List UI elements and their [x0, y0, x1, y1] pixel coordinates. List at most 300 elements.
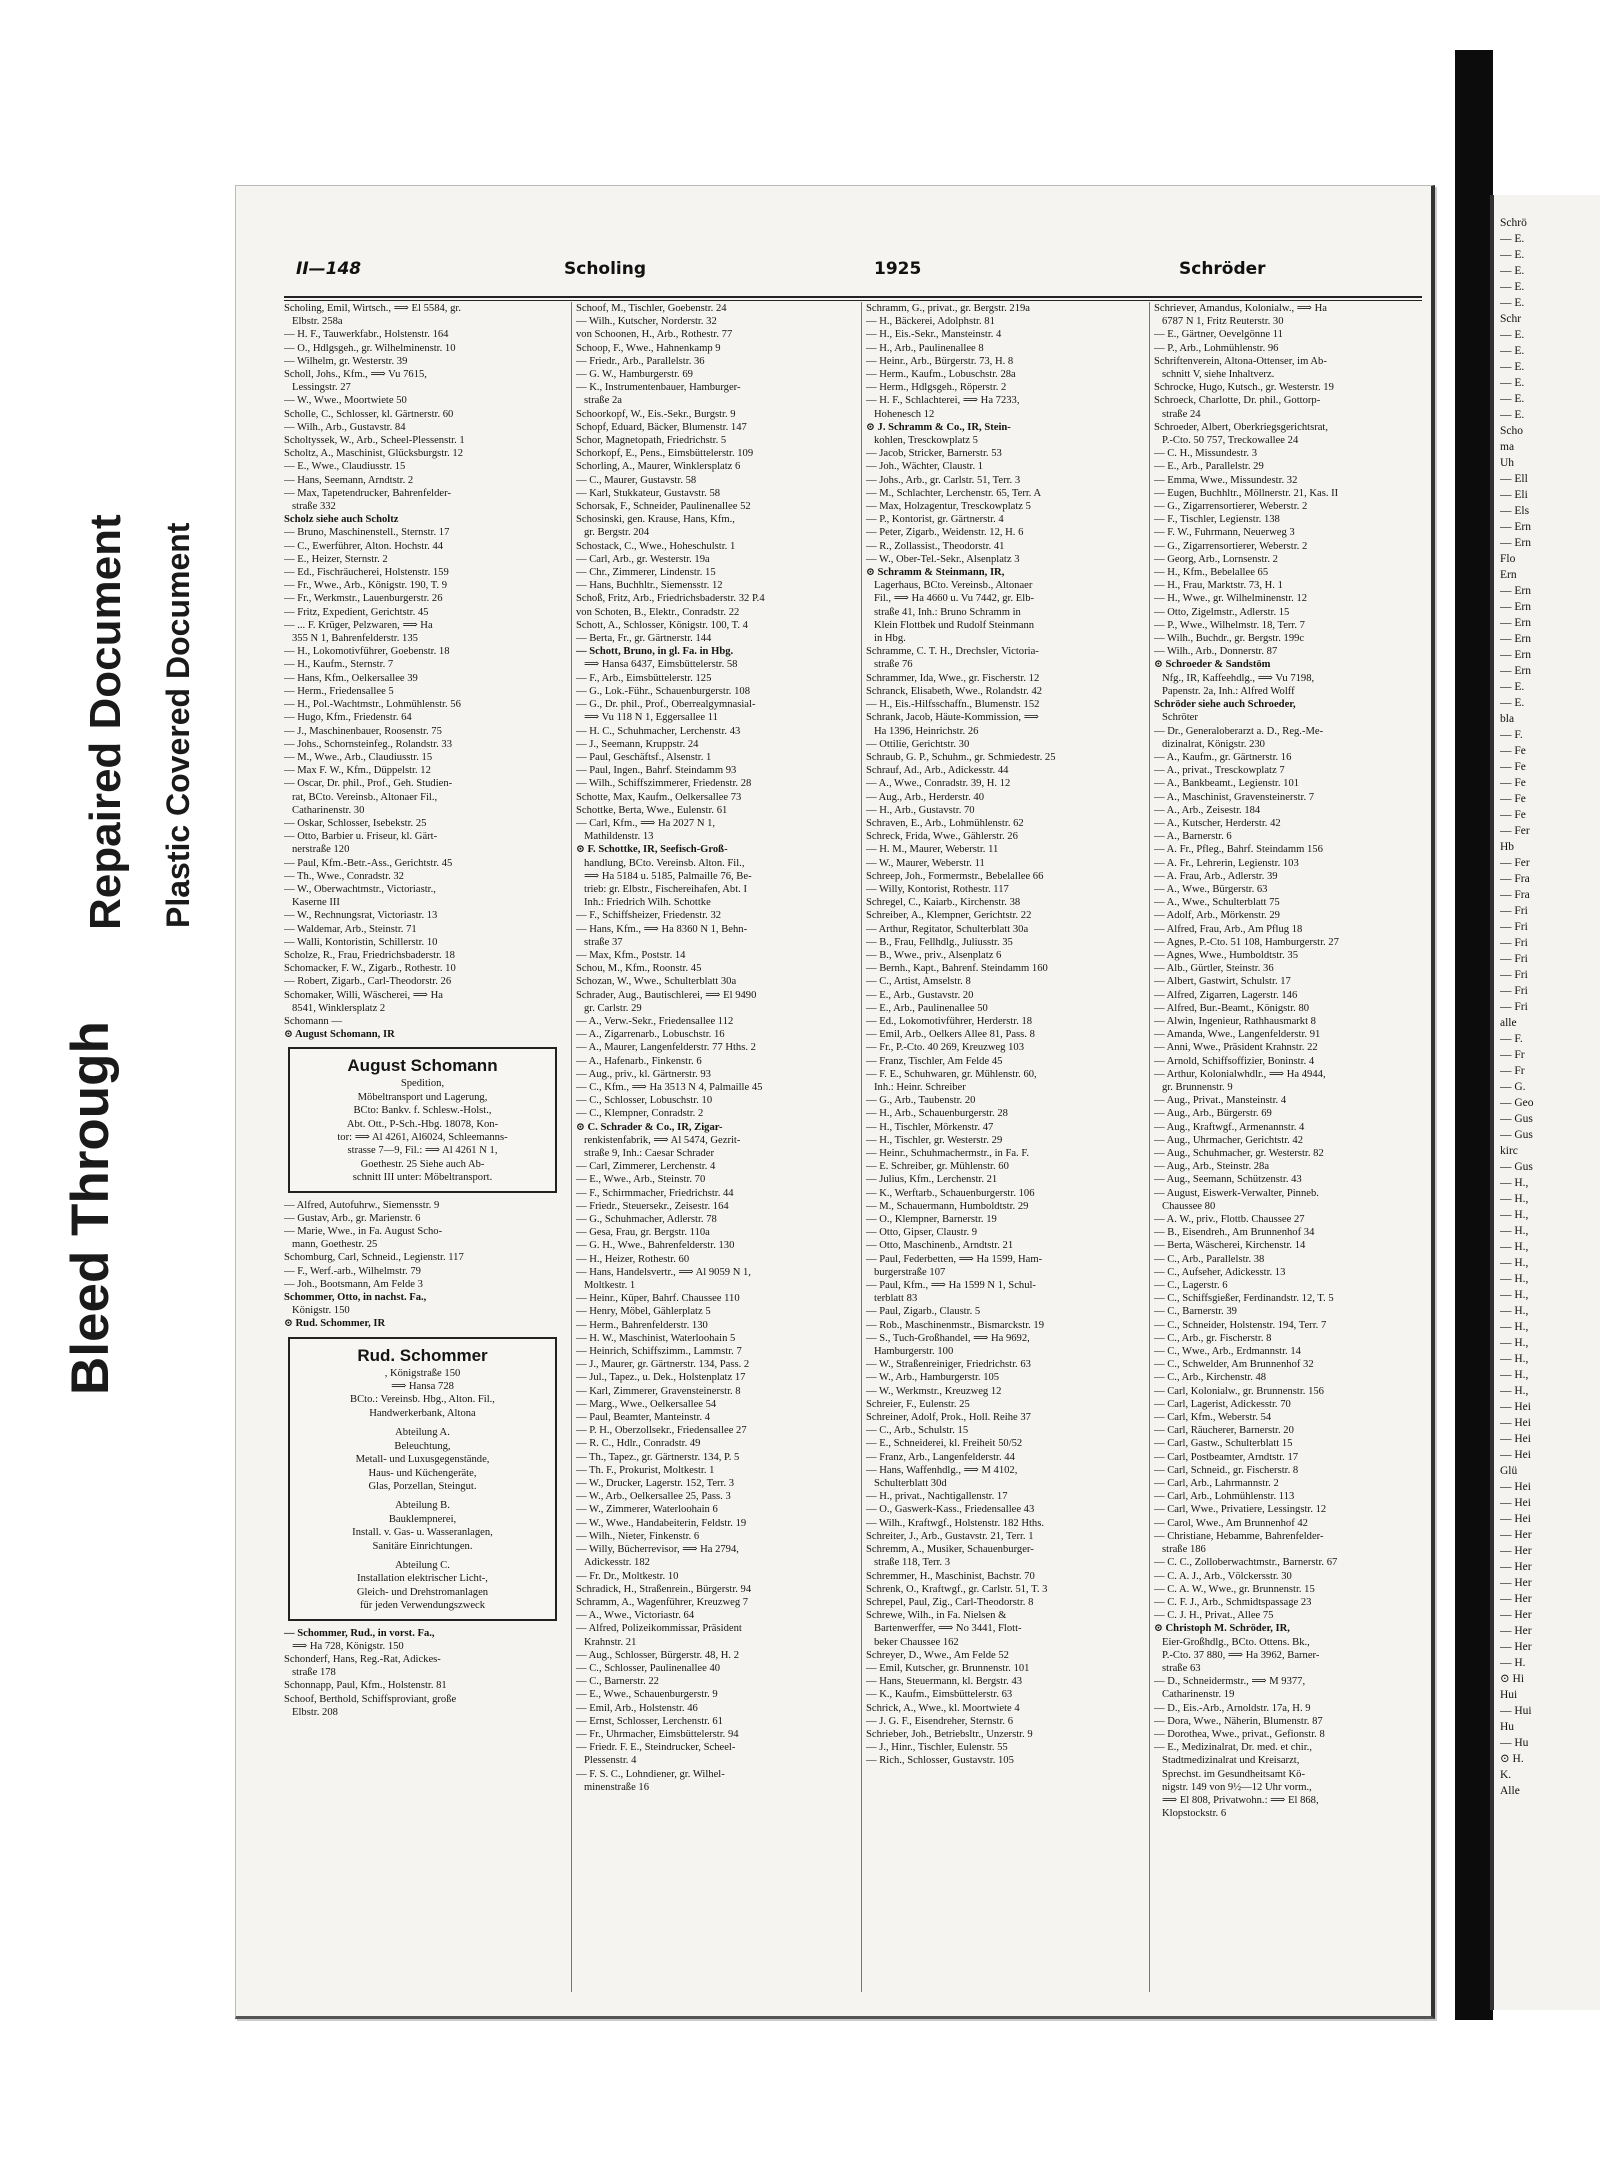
directory-entry: Schrammer, Ida, Wwe., gr. Fischerstr. 12 [866, 672, 1040, 684]
directory-entry: Schreyer, D., Wwe., Am Felde 52 [866, 1649, 1009, 1661]
advert-line: Metall- und Luxusgegenstände, [355, 1454, 490, 1466]
adjacent-page-line: — Ern [1500, 601, 1531, 613]
advert-line: Spedition, [400, 1078, 445, 1090]
directory-entry: Schriftenverein, Altona-Ottenser, im Ab- [1154, 355, 1327, 367]
directory-entry: — G., Dr. phil., Prof., Oberrealgymnasial- [576, 699, 756, 711]
directory-entry: — Alfred, Autofuhrw., Siemensstr. 9 [284, 1199, 440, 1211]
directory-entry: Schomaker, Willi, Wäscherei, ⟹ Ha [284, 989, 443, 1001]
directory-entry: — C., Arb., Schulstr. 15 [866, 1425, 969, 1437]
directory-entry: — Otto, Zigelmstr., Adlerstr. 15 [1154, 606, 1290, 618]
header-right-word: Schröder [1179, 259, 1266, 279]
directory-entry: — Amanda, Wwe., Langenfelderstr. 91 [1154, 1029, 1321, 1041]
directory-entry: — Otto, Gipser, Claustr. 9 [866, 1227, 978, 1239]
adjacent-page-edge [1490, 195, 1600, 2010]
directory-entry: — R., Zollassist., Theodorstr. 41 [866, 540, 1005, 552]
directory-entry: — Ed., Lokomotivführer, Herderstr. 18 [866, 1015, 1033, 1027]
directory-entry: terblatt 83 [874, 1293, 918, 1305]
directory-entry: Schoorkopf, W., Eis.-Sekr., Burgstr. 9 [576, 408, 736, 420]
directory-entry: — Max F. W., Kfm., Düppelstr. 12 [284, 765, 431, 777]
directory-entry: — H., Wwe., gr. Wilhelminenstr. 12 [1154, 593, 1308, 605]
directory-entry: ⟹ Ha 5184 u. 5185, Palmaille 76, Be- [584, 870, 752, 882]
directory-entry: — H., Kaufm., Sternstr. 7 [284, 659, 394, 671]
directory-entry: — Agnes, Wwe., Humboldtstr. 35 [1154, 949, 1298, 961]
adjacent-page-line: Hui [1500, 1689, 1518, 1701]
directory-entry: — Carl, Kfm., Weberstr. 54 [1154, 1412, 1272, 1424]
directory-entry: — Carl, Arb., Lohmühlenstr. 113 [1154, 1491, 1295, 1503]
advert-line: Installation elektrischer Licht-, [357, 1573, 488, 1585]
directory-entry: — C., Schneider, Holstenstr. 194, Terr. 7 [1154, 1319, 1327, 1331]
directory-entry: in Hbg. [874, 633, 906, 645]
directory-entry: — C., Maurer, Gustavstr. 58 [576, 474, 697, 486]
directory-entry: — Alb., Gürtler, Steinstr. 36 [1154, 963, 1274, 975]
directory-entry: ⊙ Rud. Schommer, IR [284, 1318, 386, 1330]
directory-entry: — Hugo, Kfm., Friedenstr. 64 [284, 712, 412, 724]
directory-entry: — J., Hinr., Tischler, Eulenstr. 55 [866, 1742, 1008, 1754]
directory-entry: — Aug., Seemann, Schützenstr. 43 [1154, 1174, 1302, 1186]
adjacent-page-line: — F. [1500, 729, 1523, 741]
adjacent-page-line: — F. [1500, 1033, 1523, 1045]
directory-entry: — Franz, Tischler, Am Felde 45 [866, 1055, 1003, 1067]
directory-entry: — C., Schwelder, Am Brunnenhof 32 [1154, 1359, 1314, 1371]
directory-entry: — Fr. Dr., Moltkestr. 10 [576, 1570, 679, 1582]
adjacent-page-line: ⊙ H. [1500, 1753, 1524, 1765]
directory-entry: — C., Barnerstr. 39 [1154, 1306, 1237, 1318]
adjacent-page-line: bla [1500, 713, 1515, 725]
directory-entry: — ... F. Krüger, Pelzwaren, ⟹ Ha [284, 619, 433, 631]
advert-line: strasse 7—9, Fil.: ⟹ Al 4261 N 1, [347, 1145, 498, 1157]
adjacent-page-line: — Eli [1500, 489, 1528, 501]
directory-entry: — Aug., Arb., Steinstr. 28a [1154, 1161, 1270, 1173]
directory-entry: ⊙ Christoph M. Schröder, IR, [1154, 1623, 1290, 1635]
adjacent-page-line: — H. [1500, 1657, 1526, 1669]
adjacent-page-line: — H., [1500, 1337, 1529, 1349]
directory-entry: — O., Klempner, Barnerstr. 19 [866, 1214, 997, 1226]
advert-line: Bauklempnerei, [388, 1513, 457, 1525]
directory-entry: nerstraße 120 [292, 844, 350, 856]
directory-entry: Lessingstr. 27 [292, 382, 351, 394]
directory-entry: — A. W., priv., Flottb. Chaussee 27 [1154, 1214, 1305, 1226]
directory-entry: ⟹ Ha 728, Königstr. 150 [292, 1640, 404, 1652]
directory-entry: — C. A. W., Wwe., gr. Brunnenstr. 15 [1154, 1583, 1315, 1595]
directory-entry: — Arthur, Kolonialwhdlr., ⟹ Ha 4944, [1154, 1068, 1326, 1080]
directory-entry: — Carl, Kolonialw., gr. Brunnenstr. 156 [1154, 1385, 1324, 1397]
directory-entry: Klopstockstr. 6 [1162, 1808, 1227, 1820]
adjacent-page-line: — Her [1500, 1641, 1532, 1653]
directory-entry: Schotte, Max, Kaufm., Oelkersallee 73 [576, 791, 742, 803]
adjacent-page-line: — E. [1500, 409, 1525, 421]
adjacent-page-line: — H., [1500, 1353, 1529, 1365]
directory-entry: — Th., Wwe., Conradstr. 32 [284, 870, 404, 882]
directory-entry: — A., Wwe., Victoriastr. 64 [576, 1610, 695, 1622]
directory-entry: burgerstraße 107 [874, 1266, 946, 1278]
directory-entry: — Willy, Bücherrevisor, ⟹ Ha 2794, [576, 1544, 739, 1556]
directory-entry: — H., Pol.-Wachtmstr., Lohmühlenstr. 56 [284, 699, 461, 711]
directory-entry: — B., Eisendreh., Am Brunnenhof 34 [1154, 1227, 1315, 1239]
adjacent-page-line: — E. [1500, 329, 1525, 341]
advert-line: Abteilung C. [395, 1559, 450, 1571]
adjacent-page-line: — E. [1500, 265, 1525, 277]
directory-entry: — Aug., Arb., Bürgerstr. 69 [1154, 1108, 1272, 1120]
adjacent-page-line: — Ell [1500, 473, 1528, 485]
adjacent-page-line: — E. [1500, 361, 1525, 373]
directory-entry: — Agnes, P.-Cto. 51 108, Hamburgerstr. 27 [1154, 936, 1339, 948]
directory-entry: Krahnstr. 21 [584, 1636, 637, 1648]
directory-entry: — Ed., Fischräucherei, Holstenstr. 159 [284, 567, 449, 579]
directory-entry: ⊙ Schramm & Steinmann, IR, [866, 567, 1005, 579]
directory-entry: Schrocke, Hugo, Kutsch., gr. Westerstr. 19 [1154, 382, 1334, 394]
directory-entry: Schrauf, Ad., Arb., Adickesstr. 44 [866, 765, 1009, 777]
directory-entry: — H., Bäckerei, Adolphstr. 81 [866, 316, 995, 328]
adjacent-page-line: — E. [1500, 697, 1525, 709]
directory-entry: rat, BCto. Vereinsb., Altonaer Fil., [292, 791, 438, 803]
directory-entry: Scholl, Johs., Kfm., ⟹ Vu 7615, [284, 369, 427, 381]
directory-entry: — W., Werkmstr., Kreuzweg 12 [866, 1385, 1002, 1397]
directory-entry: straße 2a [584, 395, 622, 407]
directory-entry: — A., Kaufm., gr. Gärtnerstr. 16 [1154, 751, 1292, 763]
directory-entry: Schostack, C., Wwe., Hoheschulstr. 1 [576, 540, 736, 552]
directory-entry: — Bernh., Kapt., Bahrenf. Steindamm 160 [866, 963, 1048, 975]
advert-august-schomann [288, 1047, 557, 1192]
directory-entry: — H., Kfm., Bebelallee 65 [1154, 567, 1269, 579]
adjacent-page-line: — Hei [1500, 1449, 1531, 1461]
adjacent-page-line: — E. [1500, 377, 1525, 389]
directory-entry: Schregel, C., Kaiarb., Kirchenstr. 38 [866, 897, 1021, 909]
directory-entry: — A., Wwe., Conradstr. 39, H. 12 [866, 778, 1011, 790]
adjacent-page-line: — E. [1500, 249, 1525, 261]
directory-entry: — G., Schuhmacher, Adlerstr. 78 [576, 1214, 717, 1226]
directory-entry: Kaserne III [292, 897, 340, 909]
column-divider [861, 302, 862, 1992]
directory-entry: — J. G. F., Eisendreher, Sternstr. 6 [866, 1715, 1014, 1727]
advert-line: Abteilung B. [395, 1500, 450, 1512]
directory-entry: — Carl, Lagerist, Adickesstr. 70 [1154, 1398, 1291, 1410]
directory-entry: — Aug., Privat., Mansteinstr. 4 [1154, 1095, 1287, 1107]
directory-entry: Schozan, W., Wwe., Schulterblatt 30a [576, 976, 737, 988]
directory-entry: — Max, Tapetendrucker, Bahrenfelder- [284, 487, 451, 499]
directory-entry: trieb: gr. Elbstr., Fischereihafen, Abt. I [584, 883, 747, 895]
advert-line: Handwerkerbank, Altona [369, 1407, 476, 1419]
adjacent-page-line: — Fri [1500, 969, 1528, 981]
directory-entry: — C., Wwe., Arb., Erdmannstr. 14 [1154, 1346, 1301, 1358]
directory-entry: — C., Arb., Kirchenstr. 48 [1154, 1372, 1267, 1384]
directory-entry: — Emil, Arb., Oelkers Allee 81, Pass. 8 [866, 1029, 1035, 1041]
directory-entry: — Herm., Hdlgsgeh., Röperstr. 2 [866, 382, 1007, 394]
directory-entry: Schorling, A., Maurer, Winklersplatz 6 [576, 461, 741, 473]
directory-entry: — Friedr., Steuersekr., Zeisestr. 164 [576, 1200, 729, 1212]
directory-entry: — H., Frau, Marktstr. 73, H. 1 [1154, 580, 1283, 592]
directory-entry: — W., Arb., Oelkersallee 25, Pass. 3 [576, 1491, 731, 1503]
directory-entry: Inh.: Friedrich Wilh. Schottke [584, 897, 711, 909]
directory-entry: — Rob., Maschinenmstr., Bismarckstr. 19 [866, 1319, 1045, 1331]
adjacent-page-line: — E. [1500, 233, 1525, 245]
directory-entry: 355 N 1, Bahrenfelderstr. 135 [292, 633, 418, 645]
header-rule [284, 296, 1422, 301]
directory-entry: — C., Lagerstr. 6 [1154, 1280, 1228, 1292]
directory-entry: — W., Ober-Tel.-Sekr., Alsenplatz 3 [866, 553, 1020, 565]
directory-entry: Inh.: Heinr. Schreiber [874, 1081, 966, 1093]
adjacent-page-line: — G. [1500, 1081, 1526, 1093]
directory-entry: Schröder siehe auch Schroeder, [1154, 699, 1296, 711]
directory-entry: — C., Ewerführer, Alton. Hochstr. 44 [284, 540, 444, 552]
adjacent-page-line: — E. [1500, 393, 1525, 405]
directory-entry: — Herm., Friedensallee 5 [284, 685, 394, 697]
directory-entry: Schorsak, F., Schneider, Paulinenallee 52 [576, 501, 751, 513]
directory-entry: — Paul, Kfm.-Betr.-Ass., Gerichtstr. 45 [284, 857, 453, 869]
directory-entry: handlung, BCto. Vereinsb. Alton. Fil., [584, 857, 745, 869]
directory-entry: von Schoten, B., Elektr., Conradstr. 22 [576, 606, 740, 618]
directory-entry: Papenstr. 2a, Inh.: Alfred Wolff [1162, 685, 1295, 697]
directory-entry: Schomacker, F. W., Zigarb., Rothestr. 10 [284, 963, 456, 975]
directory-entry: — Wilhelm, gr. Westerstr. 39 [284, 355, 408, 367]
directory-entry: Schorkopf, E., Pens., Eimsbüttelerstr. 109 [576, 448, 754, 460]
directory-entry: gr. Bergstr. 204 [584, 527, 650, 539]
directory-entry: — W., Wwe., Handabeiterin, Feldstr. 19 [576, 1517, 747, 1529]
directory-entry: — G. H., Wwe., Bahrenfelderstr. 130 [576, 1240, 735, 1252]
directory-entry: — Berta, Fr., gr. Gärtnerstr. 144 [576, 633, 712, 645]
directory-entry: — Max, Kfm., Poststr. 14 [576, 949, 686, 961]
directory-entry: — A., Verw.-Sekr., Friedensallee 112 [576, 1015, 734, 1027]
adjacent-page-line: — Fer [1500, 825, 1530, 837]
adjacent-page-line: — Fe [1500, 809, 1526, 821]
directory-entry: Plessenstr. 4 [584, 1755, 637, 1767]
directory-entry: — C., Arb., Parallelstr. 38 [1154, 1253, 1265, 1265]
directory-entry: Schreep, Joh., Formermstr., Bebelallee 66 [866, 870, 1044, 882]
advert-line: Möbeltransport und Lagerung, [357, 1091, 488, 1103]
directory-entry: — C. H., Missundestr. 3 [1154, 448, 1258, 460]
directory-entry: — F., Tischler, Legienstr. 138 [1154, 514, 1280, 526]
advert-line: Haus- und Küchengeräte, [368, 1467, 477, 1479]
adjacent-page-line: — Fe [1500, 745, 1526, 757]
directory-entry: — C., Artist, Amselstr. 8 [866, 976, 971, 988]
directory-entry: — H. M., Maurer, Weberstr. 11 [866, 844, 999, 856]
directory-entry: — Fritz, Expedient, Gerichtstr. 45 [284, 606, 429, 618]
adjacent-page-line: — H., [1500, 1305, 1529, 1317]
directory-entry: — Wilh., Kutscher, Norderstr. 32 [576, 316, 717, 328]
adjacent-page-line: — Fri [1500, 1001, 1528, 1013]
directory-entry: — G., Arb., Taubenstr. 20 [866, 1095, 976, 1107]
adjacent-page-line: — Her [1500, 1545, 1532, 1557]
adjacent-page-line: — E. [1500, 681, 1525, 693]
adjacent-page-line: Scho [1500, 425, 1523, 437]
advert-line: Abt. Ott., P-Sch.-Hbg. 18078, Kon- [346, 1118, 499, 1130]
directory-entry: Nfg., IR, Kaffeehdlg., ⟹ Vu 7198, [1162, 672, 1315, 684]
directory-entry: — Fr., Werkmstr., Lauenburgerstr. 26 [284, 593, 443, 605]
directory-entry: — R. C., Hdlr., Conradstr. 49 [576, 1438, 701, 1450]
header-year: 1925 [874, 259, 922, 279]
adjacent-page-line: — Els [1500, 505, 1530, 517]
directory-entry: — B., Frau, Fellhdlg., Juliusstr. 35 [866, 936, 1013, 948]
bleed-through-label: Bleed Through [61, 1021, 120, 1395]
adjacent-page-line: ⊙ Hi [1500, 1673, 1525, 1685]
directory-entry: von Schoonen, H., Arb., Rothestr. 77 [576, 329, 733, 341]
directory-entry: — Hans, Waffenhdlg., ⟹ M 4102, [866, 1464, 1018, 1476]
adjacent-page-line: Hu [1500, 1721, 1515, 1733]
directory-entry: Schosinski, gen. Krause, Hans, Kfm., [576, 514, 735, 526]
directory-entry: — Johs., Arb., gr. Carlstr. 51, Terr. 3 [866, 474, 1021, 486]
directory-entry: — C., Arb., gr. Fischerstr. 8 [1154, 1332, 1272, 1344]
directory-entry: — Paul, Beamter, Manteinstr. 4 [576, 1412, 711, 1424]
directory-entry: — O., Gaswerk-Kass., Friedensallee 43 [866, 1504, 1035, 1516]
directory-entry: — C., Schlosser, Paulinenallee 40 [576, 1662, 721, 1674]
adjacent-page-line: — Gus [1500, 1113, 1533, 1125]
directory-entry: — Ernst, Schlosser, Lerchenstr. 61 [576, 1715, 723, 1727]
advert-title: August Schomann [347, 1056, 498, 1076]
directory-entry: — Julius, Kfm., Lerchenstr. 21 [866, 1174, 998, 1186]
adjacent-page-line: ma [1500, 441, 1515, 453]
adjacent-page-line: Schrö [1500, 217, 1527, 229]
directory-entry: — Schott, Bruno, in gl. Fa. in Hbg. [576, 646, 734, 658]
directory-entry: — Aug., priv., kl. Gärtnerstr. 93 [576, 1068, 711, 1080]
directory-entry: — A., Barnerstr. 6 [1154, 831, 1232, 843]
directory-entry: — Dora, Wwe., Näherin, Blumenstr. 87 [1154, 1715, 1323, 1727]
directory-entry: — H., Arb., Paulinenallee 8 [866, 342, 984, 354]
directory-entry: — P., Kontorist, gr. Gärtnerstr. 4 [866, 514, 1004, 526]
directory-entry: — Henry, Möbel, Gählerplatz 5 [576, 1306, 711, 1318]
adjacent-page-line: — H., [1500, 1209, 1529, 1221]
adjacent-page-line: — Gus [1500, 1129, 1533, 1141]
adjacent-page-line: Ern [1500, 569, 1517, 581]
directory-entry: — Paul, Geschäftsf., Alsenstr. 1 [576, 751, 712, 763]
directory-entry: Schreiner, Adolf, Prok., Holl. Reihe 37 [866, 1412, 1031, 1424]
directory-entry: — A. Fr., Lehrerin, Legienstr. 103 [1154, 857, 1299, 869]
directory-entry: — J., Seemann, Kruppstr. 24 [576, 738, 699, 750]
directory-entry: — Eugen, Buchhltr., Möllnerstr. 21, Kas. II [1154, 487, 1339, 499]
directory-entry: — P., Arb., Lohmühlenstr. 96 [1154, 342, 1279, 354]
directory-entry: Catharinenstr. 30 [292, 804, 365, 816]
directory-entry: Chaussee 80 [1162, 1200, 1216, 1212]
directory-entry: — Th. F., Prokurist, Moltkestr. 1 [576, 1464, 715, 1476]
directory-entry: straße 332 [292, 501, 336, 513]
directory-entry: — G., Zigarrensortierer, Weberstr. 2 [1154, 501, 1308, 513]
directory-entry: — Gesa, Frau, gr. Bergstr. 110a [576, 1227, 710, 1239]
directory-entry: Schreier, F., Eulenstr. 25 [866, 1398, 970, 1410]
directory-entry: Hohenesch 12 [874, 408, 935, 420]
directory-entry: Schraven, E., Arb., Lohmühlenstr. 62 [866, 817, 1024, 829]
directory-entry: Schroeck, Charlotte, Dr. phil., Gottorp- [1154, 395, 1321, 407]
directory-entry: — Hans, Steuermann, kl. Bergstr. 43 [866, 1676, 1023, 1688]
scan-edge-bar [1455, 50, 1493, 2020]
adjacent-page-line: — E. [1500, 297, 1525, 309]
directory-entry: — A., privat., Tresckowplatz 7 [1154, 765, 1285, 777]
directory-entry: Scholle, C., Schlosser, kl. Gärtnerstr. 60 [284, 408, 454, 420]
directory-entry: — Willy, Kontorist, Rothestr. 117 [866, 883, 1009, 895]
directory-entry: — H., Arb., Schauenburgerstr. 28 [866, 1108, 1008, 1120]
advert-line: schnitt III unter: Möbeltransport. [352, 1172, 493, 1184]
directory-entry: Schriever, Amandus, Kolonialw., ⟹ Ha [1154, 303, 1327, 314]
directory-entry: — A., Zigarrenarb., Lobuschstr. 16 [576, 1029, 725, 1041]
directory-entry: Scholz siehe auch Scholtz [284, 514, 399, 526]
adjacent-page-line: — Hei [1500, 1401, 1531, 1413]
directory-entry: — Herm., Kaufm., Lobuschstr. 28a [866, 369, 1016, 381]
adjacent-page-line: — Ern [1500, 649, 1531, 661]
directory-entry: — F. W., Fuhrmann, Neuerweg 3 [1154, 527, 1295, 539]
directory-entry: — M., Schlachter, Lerchenstr. 65, Terr. A [866, 487, 1042, 499]
adjacent-page-line: — Ern [1500, 633, 1531, 645]
directory-entry: Sprechst. im Gesundheitsamt Kö- [1162, 1768, 1305, 1780]
directory-entry: — H., Eis.-Sekr., Mansteinstr. 4 [866, 329, 1002, 341]
adjacent-page-line: Uh [1500, 457, 1515, 469]
directory-entry: — Schommer, Rud., in vorst. Fa., [284, 1627, 435, 1639]
directory-entry: Schou, M., Kfm., Roonstr. 45 [576, 963, 702, 975]
directory-entry: — Georg, Arb., Lornsenstr. 2 [1154, 553, 1278, 565]
directory-entry: Schomburg, Carl, Schneid., Legienstr. 117 [284, 1252, 464, 1264]
adjacent-page-line: — Ern [1500, 537, 1531, 549]
directory-entry: — Karl, Stukkateur, Gustavstr. 58 [576, 487, 721, 499]
directory-entry: straße 37 [584, 936, 623, 948]
directory-entry: Schor, Magnetopath, Friedrichstr. 5 [576, 435, 727, 447]
directory-entry: Königstr. 150 [292, 1305, 350, 1317]
directory-entry: gr. Brunnenstr. 9 [1162, 1081, 1233, 1093]
adjacent-page-line: — E. [1500, 281, 1525, 293]
adjacent-page-line: — Her [1500, 1561, 1532, 1573]
directory-entry: — Paul, Kfm., ⟹ Ha 1599 N 1, Schul- [866, 1280, 1036, 1292]
directory-entry: — A. Frau, Arb., Adlerstr. 39 [1154, 870, 1278, 882]
directory-entry: — E., Arb., Gustavstr. 20 [866, 989, 974, 1001]
directory-entry: — G. W., Hamburgerstr. 69 [576, 369, 693, 381]
directory-entry: — Heinr., Arb., Bürgerstr. 73, H. 8 [866, 355, 1014, 367]
directory-entry: Stadtmedizinalrat und Kreisarzt, [1162, 1755, 1300, 1767]
directory-entry: Schranck, Elisabeth, Wwe., Rolandstr. 42 [866, 685, 1043, 697]
directory-entry: — A., Maschinist, Gravensteinerstr. 7 [1154, 791, 1315, 803]
directory-entry: — Wilh., Nieter, Finkenstr. 6 [576, 1530, 700, 1542]
directory-entry: — E., Gärtner, Oevelgönne 11 [1154, 329, 1283, 341]
directory-entry: — Franz, Arb., Langenfelderstr. 44 [866, 1451, 1015, 1463]
directory-entry: — W., Straßenreiniger, Friedrichstr. 63 [866, 1359, 1031, 1371]
advert-line: Beleuchtung, [394, 1440, 451, 1452]
adjacent-page-line: — H., [1500, 1289, 1529, 1301]
directory-entry: straße 118, Terr. 3 [874, 1557, 951, 1569]
directory-entry: — C., Kfm., ⟹ Ha 3513 N 4, Palmaille 45 [576, 1081, 763, 1093]
advert-line: , Königstraße 150 [384, 1367, 461, 1379]
directory-entry: — D., Schneidermstr., ⟹ M 9377, [1154, 1676, 1306, 1688]
directory-entry: — J., Maschinenbauer, Roosenstr. 75 [284, 725, 442, 737]
adjacent-page-line: — Fri [1500, 905, 1528, 917]
directory-entry: — W., Drucker, Lagerstr. 152, Terr. 3 [576, 1478, 735, 1490]
directory-entry: — Adolf, Arb., Mörkenstr. 29 [1154, 910, 1280, 922]
directory-entry: — C. A. J., Arb., Völckersstr. 30 [1154, 1570, 1292, 1582]
directory-entry: — Dr., Generaloberarzt a. D., Reg.-Me- [1154, 725, 1324, 737]
directory-entry: Schoof, M., Tischler, Goebenstr. 24 [576, 303, 727, 314]
directory-entry: — H., Heizer, Rothestr. 60 [576, 1253, 690, 1265]
directory-entry: — F. E., Schuhwaren, gr. Mühlenstr. 60, [866, 1068, 1037, 1080]
directory-entry: ⊙ August Schomann, IR [284, 1029, 395, 1041]
adjacent-page-line: — Hui [1500, 1705, 1532, 1717]
adjacent-page-line: — Hei [1500, 1417, 1531, 1429]
advert-line: BCto.: Vereinsb. Hbg., Alton. Fil., [350, 1394, 495, 1406]
adjacent-page-line: Schr [1500, 313, 1522, 325]
advert-line: Sanitäre Einrichtungen. [372, 1540, 473, 1552]
directory-entry: — Wilh., Arb., Donnerstr. 87 [1154, 646, 1278, 658]
directory-entry: — Heinrich, Schiffszimm., Lammstr. 7 [576, 1346, 742, 1358]
directory-entry: Schoof, Berthold, Schiffsproviant, große [284, 1693, 457, 1705]
directory-entry: P.-Cto. 50 757, Treckowallee 24 [1162, 435, 1299, 447]
directory-entry: — M., Schauermann, Humboldtstr. 29 [866, 1200, 1029, 1212]
directory-entry: Schulterblatt 30d [874, 1478, 947, 1490]
directory-entry: — Oscar, Dr. phil., Prof., Geh. Studien- [284, 778, 453, 790]
directory-entry: — Aug., Schuhmacher, gr. Westerstr. 82 [1154, 1148, 1324, 1159]
adjacent-page-line: — H., [1500, 1193, 1529, 1205]
directory-entry: — Emma, Wwe., Missundestr. 32 [1154, 474, 1298, 486]
adjacent-page-line: Glü [1500, 1465, 1518, 1477]
directory-entry: — H., Tischler, gr. Westerstr. 29 [866, 1134, 1003, 1146]
directory-entry: Moltkestr. 1 [584, 1280, 636, 1292]
directory-entry: Catharinenstr. 19 [1162, 1689, 1235, 1701]
directory-entry: — Johs., Schornsteinfeg., Rolandstr. 33 [284, 738, 453, 750]
directory-entry: — Carl, Arb., gr. Westerstr. 19a [576, 553, 710, 565]
directory-entry: — O., Hdlgsgeh., gr. Wilhelminenstr. 10 [284, 342, 456, 354]
directory-entry: — C. J. H., Privat., Allee 75 [1154, 1610, 1274, 1622]
directory-entry: Ha 1396, Heinrichstr. 26 [874, 725, 979, 737]
